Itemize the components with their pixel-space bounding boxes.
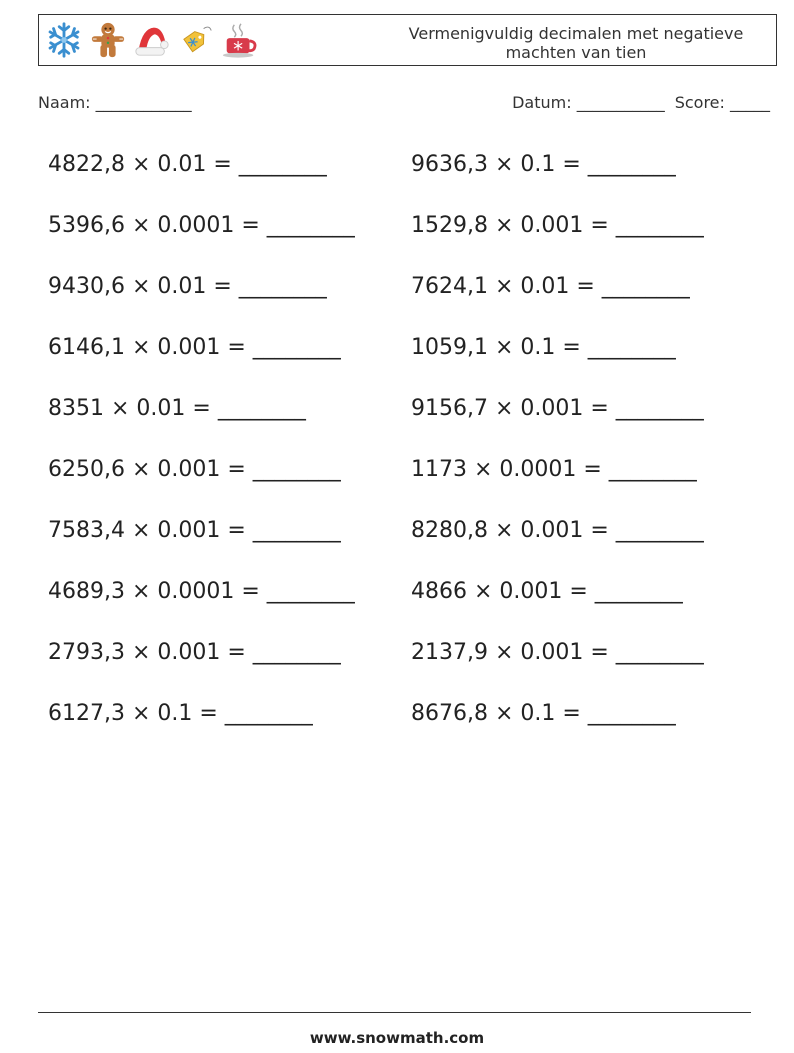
problem-item[interactable]: 8676,8 × 0.1 = ________: [411, 701, 676, 726]
gift-tag-icon: [177, 21, 215, 59]
name-field[interactable]: Naam: ____________: [38, 93, 192, 112]
score-field[interactable]: Score: _____: [674, 93, 770, 112]
problem-item[interactable]: 2137,9 × 0.001 = ________: [411, 640, 704, 665]
problem-item[interactable]: 7583,4 × 0.001 = ________: [48, 518, 341, 543]
santa-hat-icon: [133, 21, 171, 59]
header-icons: [45, 21, 259, 59]
problem-item[interactable]: 1529,8 × 0.001 = ________: [411, 213, 704, 238]
snowflake-icon: [45, 21, 83, 59]
hot-drink-mug-icon: [221, 21, 259, 59]
gingerbread-man-icon: [89, 21, 127, 59]
problem-grid: [48, 148, 768, 758]
problem-item[interactable]: 8280,8 × 0.001 = ________: [411, 518, 704, 543]
date-field[interactable]: Datum: ___________: [512, 93, 665, 112]
problem-item[interactable]: 9430,6 × 0.01 = ________: [48, 274, 327, 299]
problem-item[interactable]: 4822,8 × 0.01 = ________: [48, 152, 327, 177]
problem-item[interactable]: 5396,6 × 0.0001 = ________: [48, 213, 355, 238]
date-score-fields: [512, 93, 770, 112]
problem-item[interactable]: 6146,1 × 0.001 = ________: [48, 335, 341, 360]
problem-item[interactable]: 4866 × 0.001 = ________: [411, 579, 683, 604]
footer-url[interactable]: www.snowmath.com: [309, 1029, 485, 1047]
problem-item[interactable]: 8351 × 0.01 = ________: [48, 396, 306, 421]
worksheet-header: [38, 14, 777, 66]
problem-item[interactable]: 9156,7 × 0.001 = ________: [411, 396, 704, 421]
problem-item[interactable]: 9636,3 × 0.1 = ________: [411, 152, 676, 177]
problem-item[interactable]: 7624,1 × 0.01 = ________: [411, 274, 690, 299]
problem-item[interactable]: 6127,3 × 0.1 = ________: [48, 701, 313, 726]
problem-item[interactable]: 6250,6 × 0.001 = ________: [48, 457, 341, 482]
problem-item[interactable]: 2793,3 × 0.001 = ________: [48, 640, 341, 665]
problem-item[interactable]: 1173 × 0.0001 = ________: [411, 457, 697, 482]
page-title: Vermenigvuldig decimalen met negatieve machten van tien: [408, 24, 744, 62]
footer-divider: [38, 1012, 751, 1013]
problem-item[interactable]: 4689,3 × 0.0001 = ________: [48, 579, 355, 604]
problem-item[interactable]: 1059,1 × 0.1 = ________: [411, 335, 676, 360]
